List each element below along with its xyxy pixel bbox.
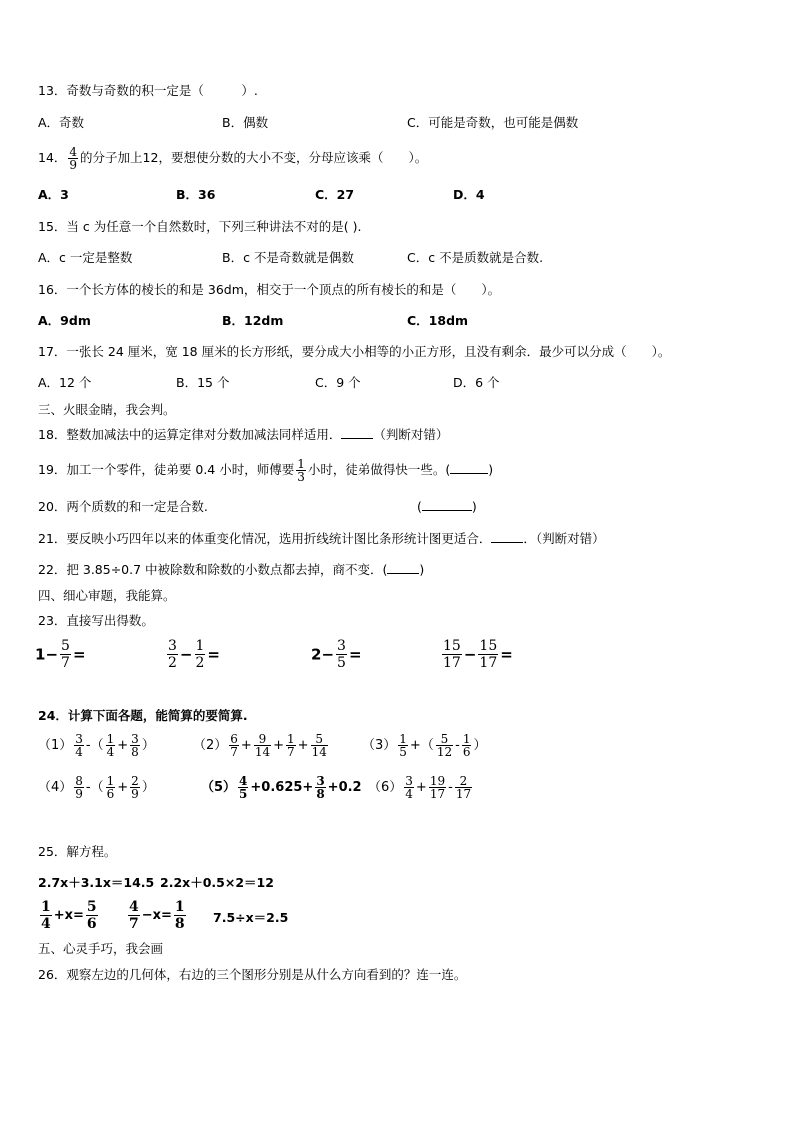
q25-eq4-fraction-1 bbox=[128, 899, 140, 932]
q14-stem bbox=[38, 140, 427, 176]
q23-e1-minuend: 1 bbox=[35, 645, 46, 664]
q25-equation-5: 7.5÷x＝2.5 bbox=[213, 910, 289, 925]
q24-p4-label: （4） bbox=[38, 780, 73, 795]
q24-p3-s1: +（ bbox=[409, 738, 434, 753]
q24-p6-fraction-2 bbox=[429, 775, 446, 800]
q24-p5-s1: +0.625+ bbox=[250, 780, 314, 795]
q24-p3-label: （3） bbox=[362, 738, 397, 753]
q24-p6-d3: 17 bbox=[455, 787, 472, 801]
q24-p1-n3: 3 bbox=[131, 732, 139, 746]
q24-p2-n4: 5 bbox=[315, 732, 324, 746]
q15-option-c: C．c 不是质数就是合数. bbox=[407, 250, 544, 265]
q24-p5-d1: 5 bbox=[239, 787, 248, 801]
q17-option-b: B．15 个 bbox=[176, 375, 230, 390]
q24-p3-s2: - bbox=[455, 738, 460, 753]
q14-text: 的分子加上12，要想使分数的大小不变，分母应该乘（ ）。 bbox=[80, 150, 428, 165]
section-4-heading: 四、细心审题，我能算。 bbox=[38, 588, 176, 603]
q25-eq3-fraction-1 bbox=[40, 899, 52, 932]
q24-p3-fraction-1 bbox=[398, 733, 408, 758]
q13-option-c: C．可能是奇数，也可能是偶数 bbox=[407, 115, 579, 130]
q24-p5-d2: 8 bbox=[316, 787, 325, 801]
q25-eq4-n1: 4 bbox=[129, 899, 139, 915]
q24-p2-d2: 14 bbox=[254, 745, 271, 759]
q26-stem: 26．观察左边的几何体，右边的三个图形分别是从什么方向看到的？连一连。 bbox=[38, 967, 467, 982]
q24-p4-n1: 8 bbox=[75, 774, 83, 788]
q24-p5-n1: 4 bbox=[239, 774, 248, 788]
q23-stem: 23．直接写出得数。 bbox=[38, 613, 154, 628]
q17-option-a: A．12 个 bbox=[38, 375, 92, 390]
q24-p2-fraction-1 bbox=[229, 733, 239, 758]
q24-p5-s2: +0.2 bbox=[327, 780, 362, 795]
q24-p6-s2: - bbox=[448, 780, 453, 795]
q14-fraction bbox=[68, 146, 78, 171]
q24-p4-fraction-1 bbox=[74, 775, 84, 800]
q14-option-c: C．27 bbox=[315, 187, 355, 202]
q16-option-a: A．9dm bbox=[38, 313, 91, 328]
q24-p3-fraction-3 bbox=[462, 733, 472, 758]
q19-close: ) bbox=[488, 462, 494, 477]
q24-p6-fraction-3 bbox=[455, 775, 472, 800]
q24-p1-fraction-3 bbox=[130, 733, 140, 758]
q24-p6-d1: 4 bbox=[405, 787, 413, 801]
q24-p4-n3: 2 bbox=[131, 774, 139, 788]
q24-p6-n1: 3 bbox=[405, 774, 413, 788]
q25-eq3-fraction-2 bbox=[86, 899, 98, 932]
q24-p1-s2: + bbox=[117, 738, 129, 753]
section-5-heading: 五、心灵手巧，我会画 bbox=[38, 941, 164, 956]
q25-eq4-mid: −x= bbox=[141, 908, 172, 923]
q17-option-d: D．6 个 bbox=[453, 375, 500, 390]
q15-option-b: B．c 不是奇数就是偶数 bbox=[222, 250, 354, 265]
q24-p4-s3: ） bbox=[141, 780, 155, 795]
q18-tail: （判断对错） bbox=[373, 427, 449, 442]
q23-expression-1 bbox=[35, 638, 86, 671]
q23-e1-operator: − bbox=[45, 645, 59, 664]
q23-e4-fraction-2 bbox=[478, 638, 498, 671]
q23-expression-4 bbox=[440, 638, 513, 671]
q20-answer-blank[interactable] bbox=[422, 510, 472, 511]
q24-p1-s1: -（ bbox=[85, 738, 104, 753]
q24-p4-s2: + bbox=[117, 780, 129, 795]
q19-stem bbox=[38, 452, 493, 488]
q24-p2-n3: 1 bbox=[287, 732, 295, 746]
q24-p2-n2: 9 bbox=[258, 732, 267, 746]
q14-number: 14． bbox=[38, 150, 67, 165]
q23-e2-numerator-1: 3 bbox=[168, 638, 177, 654]
q23-e1-equals: = bbox=[72, 645, 86, 664]
q23-e2-operator: − bbox=[179, 645, 193, 664]
q20-open: ( bbox=[417, 499, 422, 514]
q24-p4-n2: 1 bbox=[106, 774, 115, 788]
q22-text: 22．把 3.85÷0.7 中被除数和除数的小数点都去掉，商不变．( bbox=[38, 562, 388, 577]
q21-text: 21．要反映小巧四年以来的体重变化情况，选用折线统计图比条形统计图更适合． bbox=[38, 531, 492, 546]
q24-p6-fraction-1 bbox=[404, 775, 414, 800]
q23-e1-fraction bbox=[60, 638, 71, 671]
q24-p6-n3: 2 bbox=[459, 774, 468, 788]
q23-e3-numerator: 3 bbox=[337, 638, 346, 654]
q24-p3-d1: 5 bbox=[399, 745, 407, 759]
q23-e2-equals: = bbox=[207, 645, 220, 664]
q23-e4-fraction-1 bbox=[442, 638, 462, 671]
q19-frac-numerator: 1 bbox=[297, 457, 305, 471]
q24-p3-fraction-2 bbox=[436, 733, 453, 758]
q23-e2-numerator-2: 1 bbox=[195, 638, 205, 654]
q25-eq3-d1: 4 bbox=[41, 916, 51, 932]
q24-p2-label: （2） bbox=[193, 738, 228, 753]
q20-stem: 20．两个质数的和一定是合数. bbox=[38, 499, 208, 514]
q16-option-b: B．12dm bbox=[222, 313, 284, 328]
q14-frac-numerator: 4 bbox=[69, 145, 78, 159]
q15-stem: 15．当 c 为任意一个自然数时，下列三种讲法不对的是( ). bbox=[38, 219, 362, 234]
q16-option-c: C．18dm bbox=[407, 313, 469, 328]
q24-p4-fraction-3 bbox=[130, 775, 140, 800]
q24-p2-n1: 6 bbox=[230, 732, 238, 746]
q19-frac-denominator: 3 bbox=[297, 470, 305, 484]
q24-p4-fraction-2 bbox=[106, 775, 116, 800]
q14-option-b: B．36 bbox=[176, 187, 216, 202]
q25-eq4-d1: 7 bbox=[129, 916, 139, 932]
q22-stem bbox=[38, 562, 424, 578]
q23-e4-equals: = bbox=[500, 645, 513, 664]
q24-p3-s3: ） bbox=[473, 738, 487, 753]
q24-p3-n2: 5 bbox=[440, 732, 449, 746]
q21-stem bbox=[38, 531, 605, 547]
q24-p4-d3: 9 bbox=[131, 787, 139, 801]
q25-eq4-fraction-2 bbox=[174, 899, 186, 932]
q24-p3-n1: 1 bbox=[399, 732, 407, 746]
q24-problem-3 bbox=[362, 733, 486, 758]
q24-p2-s2: + bbox=[273, 738, 285, 753]
q25-equation-2: 2.2x＋0.5×2＝12 bbox=[160, 875, 274, 890]
q19-text: 19．加工一个零件，徒弟要 0.4 小时，师傅要 bbox=[38, 462, 295, 477]
q23-e4-denominator-2: 17 bbox=[479, 655, 498, 671]
q23-e3-minuend: 2 bbox=[311, 645, 322, 664]
q24-p5-label: （5） bbox=[201, 780, 237, 795]
q23-e4-numerator-2: 15 bbox=[479, 638, 498, 654]
q22-answer-blank[interactable] bbox=[387, 573, 419, 574]
q23-expression-2 bbox=[165, 638, 220, 671]
q23-expression-3 bbox=[311, 638, 362, 671]
q24-p3-d3: 6 bbox=[462, 745, 471, 759]
q24-p4-d1: 9 bbox=[75, 787, 83, 801]
q24-p4-s1: -（ bbox=[85, 780, 104, 795]
q24-p1-n1: 3 bbox=[75, 732, 83, 746]
section-3-heading: 三、火眼金睛，我会判。 bbox=[38, 402, 176, 417]
q24-p5-fraction-2 bbox=[315, 775, 325, 800]
q13-option-a: A．奇数 bbox=[38, 115, 85, 130]
q24-problem-6 bbox=[368, 775, 474, 800]
q25-eq4-n2: 1 bbox=[174, 899, 185, 915]
q25-eq4-d2: 8 bbox=[174, 916, 185, 932]
q24-p5-fraction-1 bbox=[238, 775, 248, 800]
q24-p4-d2: 6 bbox=[106, 787, 115, 801]
q18-text: 18．整数加减法中的运算定律对分数加减法同样适用． bbox=[38, 427, 342, 442]
q19-answer-blank[interactable] bbox=[450, 473, 488, 474]
q19-fraction bbox=[296, 458, 306, 483]
q23-e2-fraction-1 bbox=[167, 638, 178, 671]
q15-option-a: A．c 一定是整数 bbox=[38, 250, 133, 265]
q24-p3-d2: 12 bbox=[436, 745, 453, 759]
q23-e1-numerator: 5 bbox=[61, 638, 70, 654]
q25-eq3-mid: +x= bbox=[53, 908, 84, 923]
q24-problem-5 bbox=[201, 775, 362, 800]
q25-equation-4 bbox=[126, 899, 188, 932]
q24-problem-1 bbox=[38, 733, 155, 758]
q24-p1-d3: 8 bbox=[131, 745, 139, 759]
q24-p2-d1: 7 bbox=[230, 745, 238, 759]
q24-p6-label: （6） bbox=[368, 780, 403, 795]
q23-e4-operator: − bbox=[463, 645, 477, 664]
q20-answer bbox=[417, 499, 477, 515]
q23-e3-denominator: 5 bbox=[337, 655, 346, 671]
q24-problem-4 bbox=[38, 775, 155, 800]
q14-option-a: A．3 bbox=[38, 187, 69, 202]
q24-p1-s3: ） bbox=[141, 738, 155, 753]
q24-p1-fraction-2 bbox=[106, 733, 116, 758]
q23-e4-numerator-1: 15 bbox=[443, 638, 461, 654]
q23-e2-fraction-2 bbox=[195, 638, 206, 671]
q23-e3-fraction bbox=[336, 638, 347, 671]
q25-equation-1: 2.7x＋3.1x＝14.5 bbox=[38, 875, 155, 890]
q24-p2-fraction-4 bbox=[311, 733, 328, 758]
q13-option-b: B．偶数 bbox=[222, 115, 269, 130]
q24-p2-s1: + bbox=[240, 738, 252, 753]
q24-p2-fraction-2 bbox=[254, 733, 271, 758]
q24-p2-d3: 7 bbox=[287, 745, 295, 759]
q25-eq3-d2: 6 bbox=[86, 916, 97, 932]
q25-equation-3 bbox=[38, 899, 100, 932]
q24-p6-s1: + bbox=[415, 780, 427, 795]
q18-answer-blank[interactable] bbox=[341, 438, 373, 439]
q24-p3-n3: 1 bbox=[462, 732, 471, 746]
q18-stem bbox=[38, 427, 448, 443]
q24-p6-n2: 19 bbox=[429, 774, 446, 788]
q24-p5-n2: 3 bbox=[316, 774, 325, 788]
q17-stem: 17．一张长 24 厘米，宽 18 厘米的长方形纸，要分成大小相等的小正方形，且没有剩余．最少可以分成（ ）。 bbox=[38, 344, 671, 359]
q14-option-d: D．4 bbox=[453, 187, 485, 202]
q23-e1-denominator: 7 bbox=[61, 655, 70, 671]
q14-frac-denominator: 9 bbox=[69, 158, 78, 172]
q25-stem: 25．解方程。 bbox=[38, 844, 117, 859]
q16-stem: 16．一个长方体的棱长的和是 36dm，相交于一个顶点的所有棱长的和是（ ）。 bbox=[38, 282, 501, 297]
q21-answer-blank[interactable] bbox=[491, 542, 523, 543]
q24-p1-d1: 4 bbox=[75, 745, 83, 759]
q23-e3-operator: − bbox=[321, 645, 335, 664]
q24-p1-label: （1） bbox=[38, 738, 73, 753]
q24-p1-d2: 4 bbox=[106, 745, 115, 759]
q17-option-c: C．9 个 bbox=[315, 375, 361, 390]
q24-p6-d2: 17 bbox=[429, 787, 446, 801]
q13-stem: 13．奇数与奇数的积一定是（ ）. bbox=[38, 83, 258, 98]
q23-e3-equals: = bbox=[348, 645, 362, 664]
q21-tail: ．（判断对错） bbox=[523, 531, 605, 546]
q24-p1-fraction-1 bbox=[74, 733, 84, 758]
q24-p1-n2: 1 bbox=[106, 732, 115, 746]
q24-problem-2 bbox=[193, 733, 330, 758]
q25-eq3-n2: 5 bbox=[86, 899, 97, 915]
q20-close: ) bbox=[471, 499, 477, 514]
q23-e2-denominator-2: 2 bbox=[195, 655, 205, 671]
q25-eq3-n1: 1 bbox=[41, 899, 51, 915]
q24-p2-s3: + bbox=[297, 738, 309, 753]
q24-p2-d4: 14 bbox=[311, 745, 327, 759]
q24-p2-fraction-3 bbox=[286, 733, 296, 758]
q22-close: ) bbox=[419, 562, 425, 577]
q23-e2-denominator-1: 2 bbox=[168, 655, 177, 671]
q19-tail: 小时，徒弟做得快一些。( bbox=[307, 462, 451, 477]
q24-stem: 24．计算下面各题，能简算的要简算. bbox=[38, 708, 248, 723]
q23-e4-denominator-1: 17 bbox=[443, 655, 461, 671]
